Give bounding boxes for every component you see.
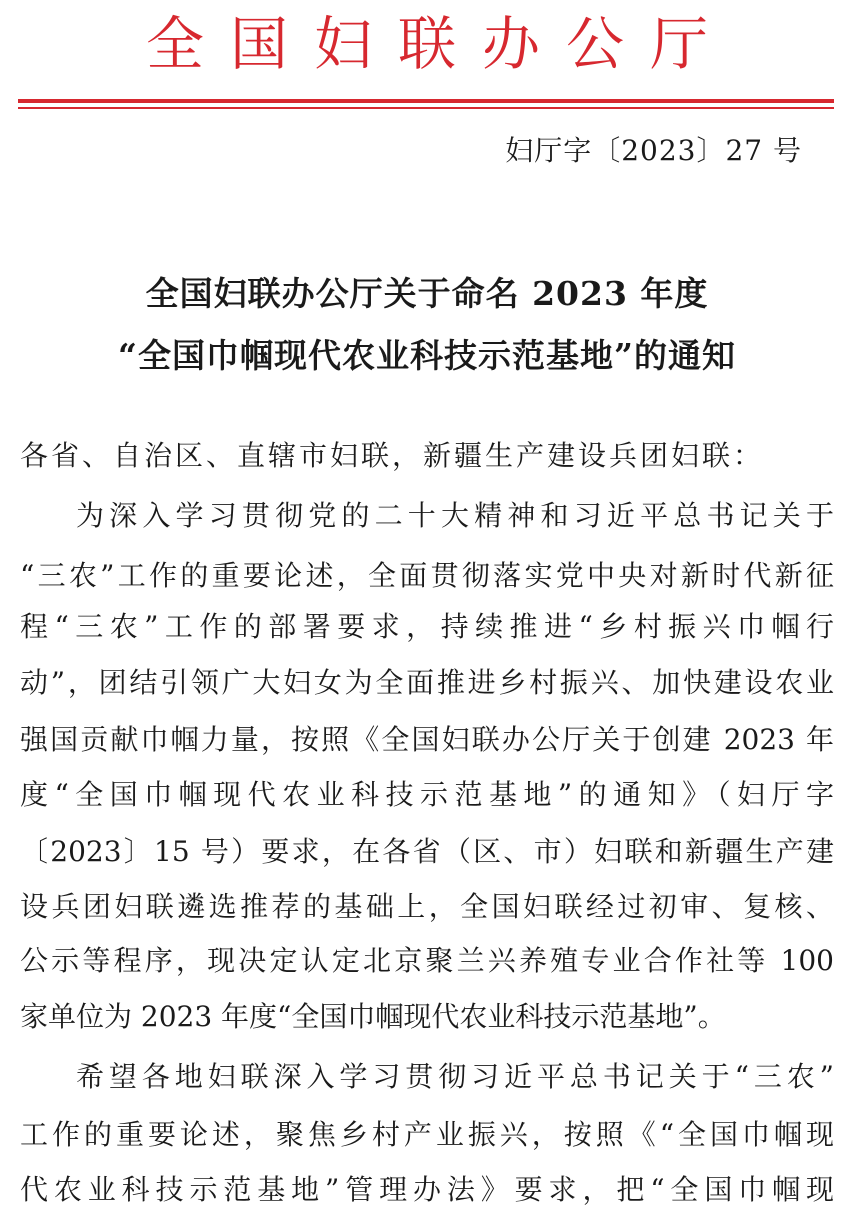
paragraph-line: 代农业科技示范基地”管理办法》要求，把“全国巾帼现 [20,1173,834,1206]
document-number: 妇厅字〔2023〕27 号 [505,134,802,167]
paragraph-line: 工作的重要论述，聚焦乡村产业振兴，按照《“全国巾帼现 [20,1118,834,1151]
paragraph-line: 强国贡献巾帼力量，按照《全国妇联办公厅关于创建 2023 年 [20,723,834,756]
paragraph-line: 程“三农”工作的部署要求，持续推进“乡村振兴巾帼行 [20,610,834,643]
document-title-line-1: 全国妇联办公厅关于命名 2023 年度 [145,274,709,313]
masthead-rule-thin [18,107,834,109]
paragraph-line: 为深入学习贯彻党的二十大精神和习近平总书记关于 [76,499,834,532]
paragraph-line: 〔2023〕15 号）要求，在各省（区、市）妇联和新疆生产建 [20,835,834,868]
paragraph-line: 设兵团妇联遴选推荐的基础上，全国妇联经过初审、复核、 [20,890,834,923]
paragraph-line: 家单位为 2023 年度“全国巾帼现代农业科技示范基地”。 [20,1000,726,1033]
salutation: 各省、自治区、直辖市妇联，新疆生产建设兵团妇联： [20,439,765,472]
document-title-line-2: “全国巾帼现代农业科技示范基地”的通知 [118,336,736,375]
masthead: 全国妇联办公厅 [145,10,734,78]
paragraph-line: 度“全国巾帼现代农业科技示范基地”的通知》（妇厅字 [20,778,834,811]
paragraph-line: 希望各地妇联深入学习贯彻习近平总书记关于“三农” [76,1060,834,1093]
masthead-rule-thick [18,99,834,103]
paragraph-line: 公示等程序，现决定认定北京聚兰兴养殖专业合作社等 100 [20,944,834,977]
paragraph-line: 动”，团结引领广大妇女为全面推进乡村振兴、加快建设农业 [20,666,834,699]
paragraph-line: “三农”工作的重要论述，全面贯彻落实党中央对新时代新征 [20,559,834,592]
